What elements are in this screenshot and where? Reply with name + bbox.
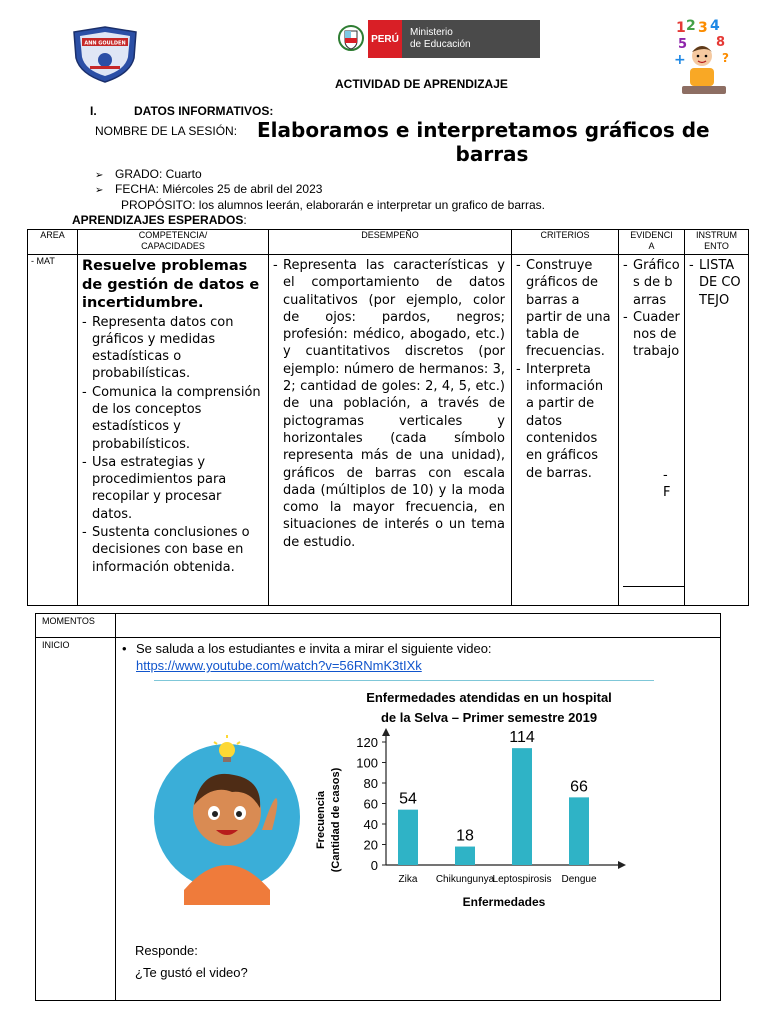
desempeno-cell — [269, 255, 512, 606]
video-thumbnail[interactable] — [154, 680, 654, 936]
list-item: - Sustenta conclusiones o decisiones con base en información obtenida. — [82, 524, 264, 576]
data-label: 54 — [399, 790, 417, 808]
capacidades-list — [82, 314, 264, 576]
arrow-bullet-icon: ➢ — [95, 185, 104, 196]
session-name-label: NOMBRE DE LA SESIÓN: — [95, 124, 238, 138]
area-cell: - MAT — [28, 255, 78, 606]
criterios-list — [516, 257, 614, 482]
criterios-cell — [512, 255, 619, 606]
y-axis-arrow — [382, 728, 390, 736]
boy-illustration — [154, 735, 300, 905]
bar — [512, 748, 532, 865]
grado-line — [95, 167, 202, 181]
desempeno-list — [273, 257, 505, 551]
header-desempeno: DESEMPEÑO — [269, 230, 512, 255]
school-logo-text: ANN GOULDEN — [84, 40, 126, 47]
list-item: - Gráficos de barras — [623, 257, 680, 309]
table-row — [36, 638, 721, 1001]
competencia-title: Resuelve problemas de gestión de datos e incertidumbre. — [82, 258, 260, 311]
y-tick-label: 40 — [363, 817, 378, 832]
data-label: 114 — [509, 729, 535, 747]
chart-ylabel2: (Cantidad de casos) — [330, 767, 342, 873]
video-link[interactable]: https://www.youtube.com/watch?v=56RNmK3tIXk — [136, 658, 422, 673]
grado-text: GRADO: Cuarto — [115, 167, 202, 181]
evidencia-cell — [619, 255, 685, 606]
evidencia-extra-2: F — [663, 485, 671, 500]
aprendizajes-colon: : — [243, 213, 247, 227]
svg-text:1: 1 — [676, 20, 686, 36]
kid-math-illustration — [672, 18, 736, 98]
inicio-label: INICIO — [36, 638, 116, 1001]
x-tick-label: Leptospirosis — [492, 874, 552, 885]
y-tick-label: 20 — [363, 837, 378, 853]
session-title — [257, 118, 727, 166]
header-area: AREA — [28, 230, 78, 255]
table-row — [28, 255, 749, 606]
list-item: - LISTA DE COTEJO — [689, 257, 744, 309]
saludo-text: Se saluda a los estudiantes e invita a mirar el siguiente video: — [136, 641, 492, 656]
y-tick-label: 100 — [356, 755, 378, 771]
bar-chart — [154, 680, 654, 936]
fecha-text: FECHA: Miércoles 25 de abril del 2023 — [115, 182, 323, 196]
section-number: I. — [90, 104, 97, 118]
aprendizajes-heading — [72, 213, 247, 227]
svg-text:8: 8 — [716, 35, 726, 50]
svg-text:4: 4 — [710, 18, 720, 34]
chart-xlabel: Enfermedades — [462, 895, 546, 909]
bullet-icon: • — [122, 641, 127, 656]
school-logo — [70, 24, 140, 84]
momentos-header-empty — [116, 614, 721, 638]
section-title — [90, 104, 273, 118]
bar — [398, 810, 418, 865]
table-row — [36, 614, 721, 638]
y-tick-label: 0 — [370, 858, 378, 873]
header-instrumento: INSTRUM ENTO — [685, 230, 749, 255]
minedu-line1: Ministerio — [410, 27, 453, 38]
x-tick-label: Dengue — [561, 874, 597, 885]
saludo-line — [122, 640, 714, 657]
minedu-line2: de Educación — [410, 39, 471, 50]
x-tick-label: Chikungunya — [435, 874, 495, 885]
proposito-text: PROPÓSITO: los alumnos leerán, elaborarán e interpretar un grafico de barras. — [121, 198, 545, 212]
svg-text:2: 2 — [686, 18, 696, 34]
y-tick-label: 120 — [356, 735, 378, 750]
divider — [623, 586, 684, 587]
peru-coat-of-arms-icon — [338, 22, 364, 56]
list-item: - Interpreta información a partir de datos contenidos en gráficos de barras. — [516, 361, 614, 482]
momentos-header: MOMENTOS — [36, 614, 116, 638]
aprendizajes-text: APRENDIZAJES ESPERADOS — [72, 213, 244, 227]
responde-text: Responde: — [135, 943, 198, 958]
instrumento-cell — [685, 255, 749, 606]
data-label: 18 — [456, 827, 474, 845]
fecha-line — [95, 182, 322, 196]
minedu-logo — [338, 18, 540, 60]
divider — [154, 680, 654, 681]
aprendizajes-table — [27, 229, 749, 606]
session-title-line1: Elaboramos e interpretamos gráficos de — [257, 118, 710, 142]
minedu-name — [402, 20, 540, 58]
svg-text:+: + — [674, 52, 686, 68]
inicio-content — [122, 640, 714, 980]
svg-text:3: 3 — [698, 20, 708, 36]
chart-plot-area — [356, 728, 626, 885]
y-tick-label: 80 — [363, 776, 378, 791]
activity-title: ACTIVIDAD DE APRENDIZAJE — [335, 77, 508, 91]
arrow-bullet-icon: ➢ — [95, 170, 104, 181]
competencia-cell — [78, 255, 269, 606]
instrumento-list — [689, 257, 744, 309]
bar — [455, 847, 475, 865]
list-item: - Usa estrategias y procedimientos para recopilar y procesar datos. — [82, 454, 264, 523]
x-tick-label: Zika — [398, 874, 418, 885]
bar — [569, 797, 589, 865]
header-criterios: CRITERIOS — [512, 230, 619, 255]
evidencias-list — [623, 257, 680, 361]
table-header-row — [28, 230, 749, 255]
x-axis-arrow — [618, 861, 626, 869]
list-item: - Construye gráficos de barras a partir de una tabla de frecuencias. — [516, 257, 614, 361]
session-title-line2: barras — [455, 142, 529, 166]
pregunta-text: ¿Te gustó el video? — [135, 965, 248, 980]
desempeno-text: - Representa las características y el comportamiento de datos cualitativos (por ejemplo, color de ojos: pardos, negros; profesión: médico, abogado, etc.) y cuantitativos discretos (por ejemplo: número de hermanos: 3, 2; cantidad de goles: 2, 4, 5, etc.) de una población, a través de pictogramas verticales y horizontales (cada símbolo representa más de una unidad), gráficos de barras con escala dada (múltiplos de 10) y la moda como la mayor frecuencia, en situaciones de interés o un tema de estudio. — [273, 257, 505, 551]
list-item: - Comunica la comprensión de los conceptos estadísticos y probabilísticos. — [82, 384, 264, 453]
list-item: - Representa datos con gráficos y medidas estadísticas o probabilísticas. — [82, 314, 264, 383]
header-evidencia: EVIDENCI A — [619, 230, 685, 255]
chart-title-line2: de la Selva – Primer semestre 2019 — [380, 710, 598, 725]
data-label: 66 — [570, 778, 588, 796]
chart-title-line1: Enfermedades atendidas en un hospital — [366, 690, 612, 705]
momentos-table — [35, 613, 721, 1001]
chart-ylabel: Frecuencia — [315, 790, 327, 850]
evidencia-extra — [663, 467, 670, 501]
evidencia-extra-1: - — [663, 468, 668, 483]
svg-text:5: 5 — [678, 37, 688, 52]
inicio-content-cell — [116, 638, 721, 1001]
header-competencia: COMPETENCIA/ CAPACIDADES — [78, 230, 269, 255]
minedu-peru-label: PERÚ — [368, 20, 402, 58]
y-tick-label: 60 — [363, 796, 378, 812]
svg-text:?: ? — [722, 51, 729, 65]
section-title-text: DATOS INFORMATIVOS: — [134, 104, 274, 118]
list-item: - Cuadernos de trabajo — [623, 309, 680, 361]
